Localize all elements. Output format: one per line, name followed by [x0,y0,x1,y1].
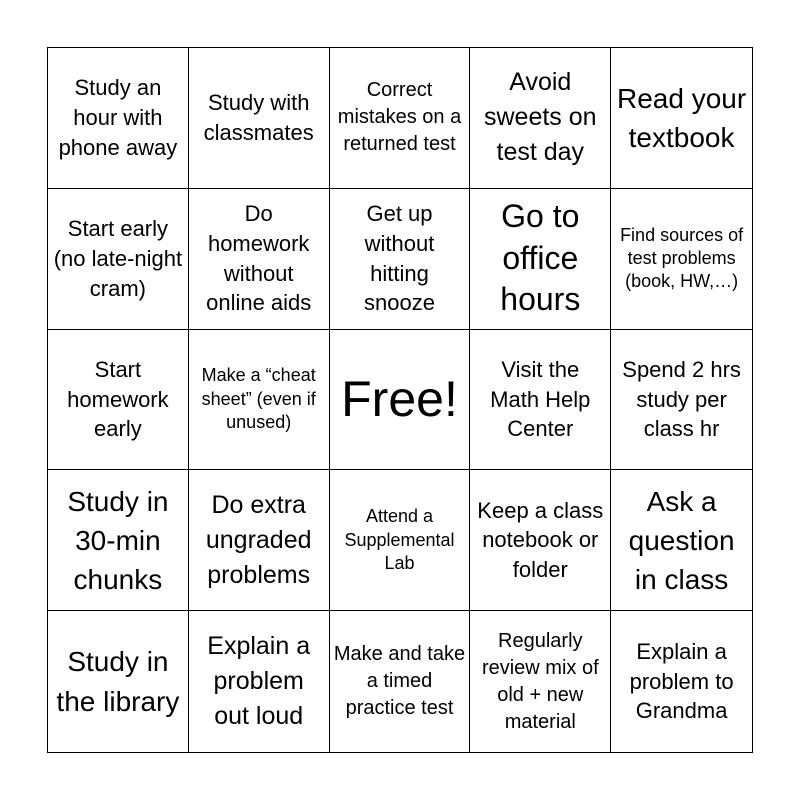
bingo-cell[interactable] [330,48,471,189]
bingo-cell[interactable] [189,470,330,611]
bingo-cell[interactable] [48,470,189,611]
bingo-cell[interactable] [48,330,189,471]
cell-text: Spend 2 hrs study per class hr [622,356,741,442]
bingo-cell[interactable] [330,189,471,330]
bingo-cell[interactable] [330,470,471,611]
bingo-cell[interactable] [611,48,752,189]
bingo-cell[interactable] [470,189,611,330]
bingo-cell[interactable] [611,330,752,471]
cell-text: Study in the library [56,646,180,717]
bingo-cell[interactable] [611,189,752,330]
free-text: Free! [341,371,458,428]
cell-text: Ask a question in class [628,485,735,595]
cell-text: Explain a problem to Grandma [629,639,734,724]
cell-text: Study an hour with phone away [58,75,178,160]
bingo-cell[interactable] [48,611,189,752]
bingo-cell[interactable] [189,189,330,330]
cell-text: Explain a problem out loud [207,632,311,731]
cell-text: Read your textbook [617,82,747,153]
bingo-cell[interactable] [189,330,330,471]
bingo-cell[interactable] [189,48,330,189]
bingo-cell[interactable] [470,48,611,189]
bingo-cell[interactable] [330,611,471,752]
cell-text: Start early (no late-night cram) [53,216,183,301]
cell-text: Keep a class notebook or folder [477,497,604,583]
cell-text: Make and take a timed practice test [333,643,466,720]
cell-text: Visit the Math Help Center [490,356,591,442]
bingo-cell[interactable] [470,470,611,611]
bingo-cell[interactable] [470,330,611,471]
bingo-cell[interactable] [611,611,752,752]
cell-text: Study in 30-min chunks [67,485,169,595]
bingo-cell[interactable] [470,611,611,752]
cell-text: Go to office hours [500,198,581,318]
bingo-board [47,47,753,753]
cell-text: Make a “cheat sheet” (even if unused) [201,365,316,433]
cell-text: Find sources of test problems (book, HW,…) [620,224,744,292]
bingo-cell[interactable] [611,470,752,611]
free-space[interactable] [330,330,471,471]
cell-text: Correct mistakes on a returned test [337,79,462,156]
bingo-cell[interactable] [48,189,189,330]
cell-text: Start homework early [67,356,169,442]
cell-text: Study with classmates [203,90,314,145]
bingo-cell[interactable] [48,48,189,189]
cell-text: Get up without hitting snooze [364,201,435,316]
cell-text: Regularly review mix of old + new material [481,629,599,733]
cell-text: Do extra ungraded problems [205,490,312,589]
cell-text: Do homework without online aids [206,201,312,316]
cell-text: Attend a Supplemental Lab [344,506,455,573]
bingo-cell[interactable] [189,611,330,752]
cell-text: Avoid sweets on test day [484,68,597,167]
